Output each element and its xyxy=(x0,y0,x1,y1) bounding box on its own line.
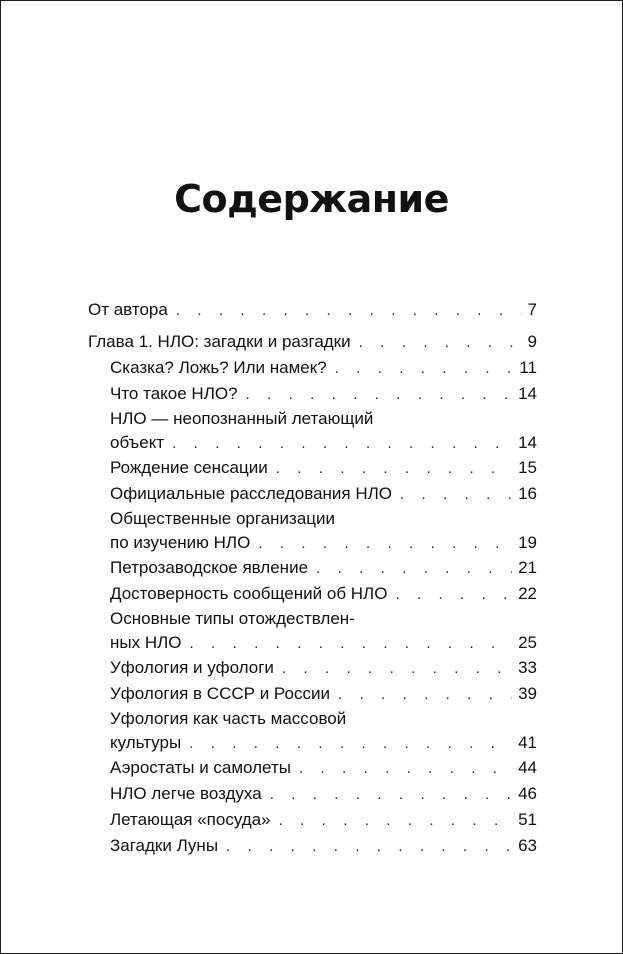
toc-page-number: 44 xyxy=(518,758,537,777)
toc-entry[interactable] xyxy=(88,329,537,355)
toc-entry[interactable] xyxy=(88,581,537,607)
toc-entry[interactable] xyxy=(88,833,537,859)
toc-entry[interactable] xyxy=(88,755,537,781)
toc-entry-title: ных НЛО xyxy=(110,633,182,652)
dot-leader xyxy=(359,330,522,356)
toc-entry[interactable] xyxy=(88,807,537,833)
toc-entry[interactable] xyxy=(88,681,537,707)
toc-entry-title: Что такое НЛО? xyxy=(110,384,238,403)
toc-entry[interactable] xyxy=(88,607,537,655)
toc-page-number: 46 xyxy=(518,784,537,803)
toc-page-number: 21 xyxy=(518,558,537,577)
dot-leader xyxy=(226,834,512,860)
toc-entry-title: Уфология и уфологи xyxy=(110,658,274,677)
toc-entry-title: Официальные расследования НЛО xyxy=(110,484,393,503)
toc-entry-title: Общественные организации xyxy=(110,509,336,528)
toc-entry-title: Летающая «посуда» xyxy=(110,810,271,829)
toc-page-number: 11 xyxy=(519,358,537,377)
dot-leader xyxy=(189,732,512,756)
dot-leader xyxy=(258,532,512,556)
dot-leader xyxy=(176,298,522,324)
toc-entry-title: Сказка? Ложь? Или намек? xyxy=(110,358,327,377)
dot-leader xyxy=(316,556,512,582)
toc-page-number: 63 xyxy=(518,836,537,855)
dot-leader xyxy=(190,632,513,656)
toc-page-number: 51 xyxy=(518,810,537,829)
toc-entry-title: Загадки Луны xyxy=(110,836,219,855)
toc-entry-title: Достоверность сообщений об НЛО xyxy=(110,584,388,603)
page-title: Содержание xyxy=(174,177,449,221)
toc-entry-title: Петрозаводское явление xyxy=(110,558,309,577)
toc-page-number: 15 xyxy=(518,458,537,477)
dot-leader xyxy=(299,756,512,782)
toc-page-number: 19 xyxy=(518,533,537,552)
toc-entry[interactable] xyxy=(88,297,537,323)
dot-leader xyxy=(276,456,512,482)
toc-page-number: 22 xyxy=(518,584,537,603)
toc-page-number: 7 xyxy=(527,300,537,319)
toc-entry-title: От автора xyxy=(88,300,168,319)
toc-entry[interactable] xyxy=(88,781,537,807)
toc-entry[interactable] xyxy=(88,655,537,681)
toc-page-number: 14 xyxy=(518,433,537,452)
toc-entry[interactable] xyxy=(88,707,537,755)
dot-leader xyxy=(400,482,512,508)
dot-leader xyxy=(279,808,512,834)
dot-leader xyxy=(270,782,512,808)
dot-leader xyxy=(338,682,512,708)
toc-entry[interactable] xyxy=(88,381,537,407)
dot-leader xyxy=(246,382,513,408)
toc-entry-title: Уфология в СССР и России xyxy=(110,684,330,703)
toc-entry[interactable] xyxy=(88,407,537,455)
toc-page-number: 33 xyxy=(518,658,537,677)
toc-entry-title: Уфология как часть массовой xyxy=(110,709,347,728)
toc-entry[interactable] xyxy=(88,455,537,481)
toc-entry-title: НЛО легче воздуха xyxy=(110,784,262,803)
dot-leader xyxy=(335,356,514,382)
toc-entry-title: НЛО — неопознанный летающий xyxy=(110,409,374,428)
table-of-contents xyxy=(88,297,537,859)
toc-entry[interactable] xyxy=(88,481,537,507)
toc-entry-title: Глава 1. НЛО: загадки и разгадки xyxy=(88,332,351,351)
toc-page-number: 16 xyxy=(518,484,537,503)
toc-page-number: 14 xyxy=(518,384,537,403)
toc-entry-title: объект xyxy=(110,433,165,452)
dot-leader xyxy=(282,656,512,682)
toc-entry-title: Рождение сенсации xyxy=(110,458,268,477)
toc-entry[interactable] xyxy=(88,555,537,581)
toc-entry-title: культуры xyxy=(110,733,182,752)
toc-page-number: 39 xyxy=(518,684,537,703)
toc-page-number: 41 xyxy=(518,733,537,752)
toc-entry[interactable] xyxy=(88,355,537,381)
toc-entry-title: Основные типы отождествлен- xyxy=(110,609,355,628)
toc-entry-title: по изучению НЛО xyxy=(110,533,251,552)
dot-leader xyxy=(172,432,512,456)
toc-page-number: 9 xyxy=(527,332,537,351)
toc-entry[interactable] xyxy=(88,507,537,555)
toc-entry-title: Аэростаты и самолеты xyxy=(110,758,291,777)
dot-leader xyxy=(395,582,512,608)
toc-page-number: 25 xyxy=(518,633,537,652)
